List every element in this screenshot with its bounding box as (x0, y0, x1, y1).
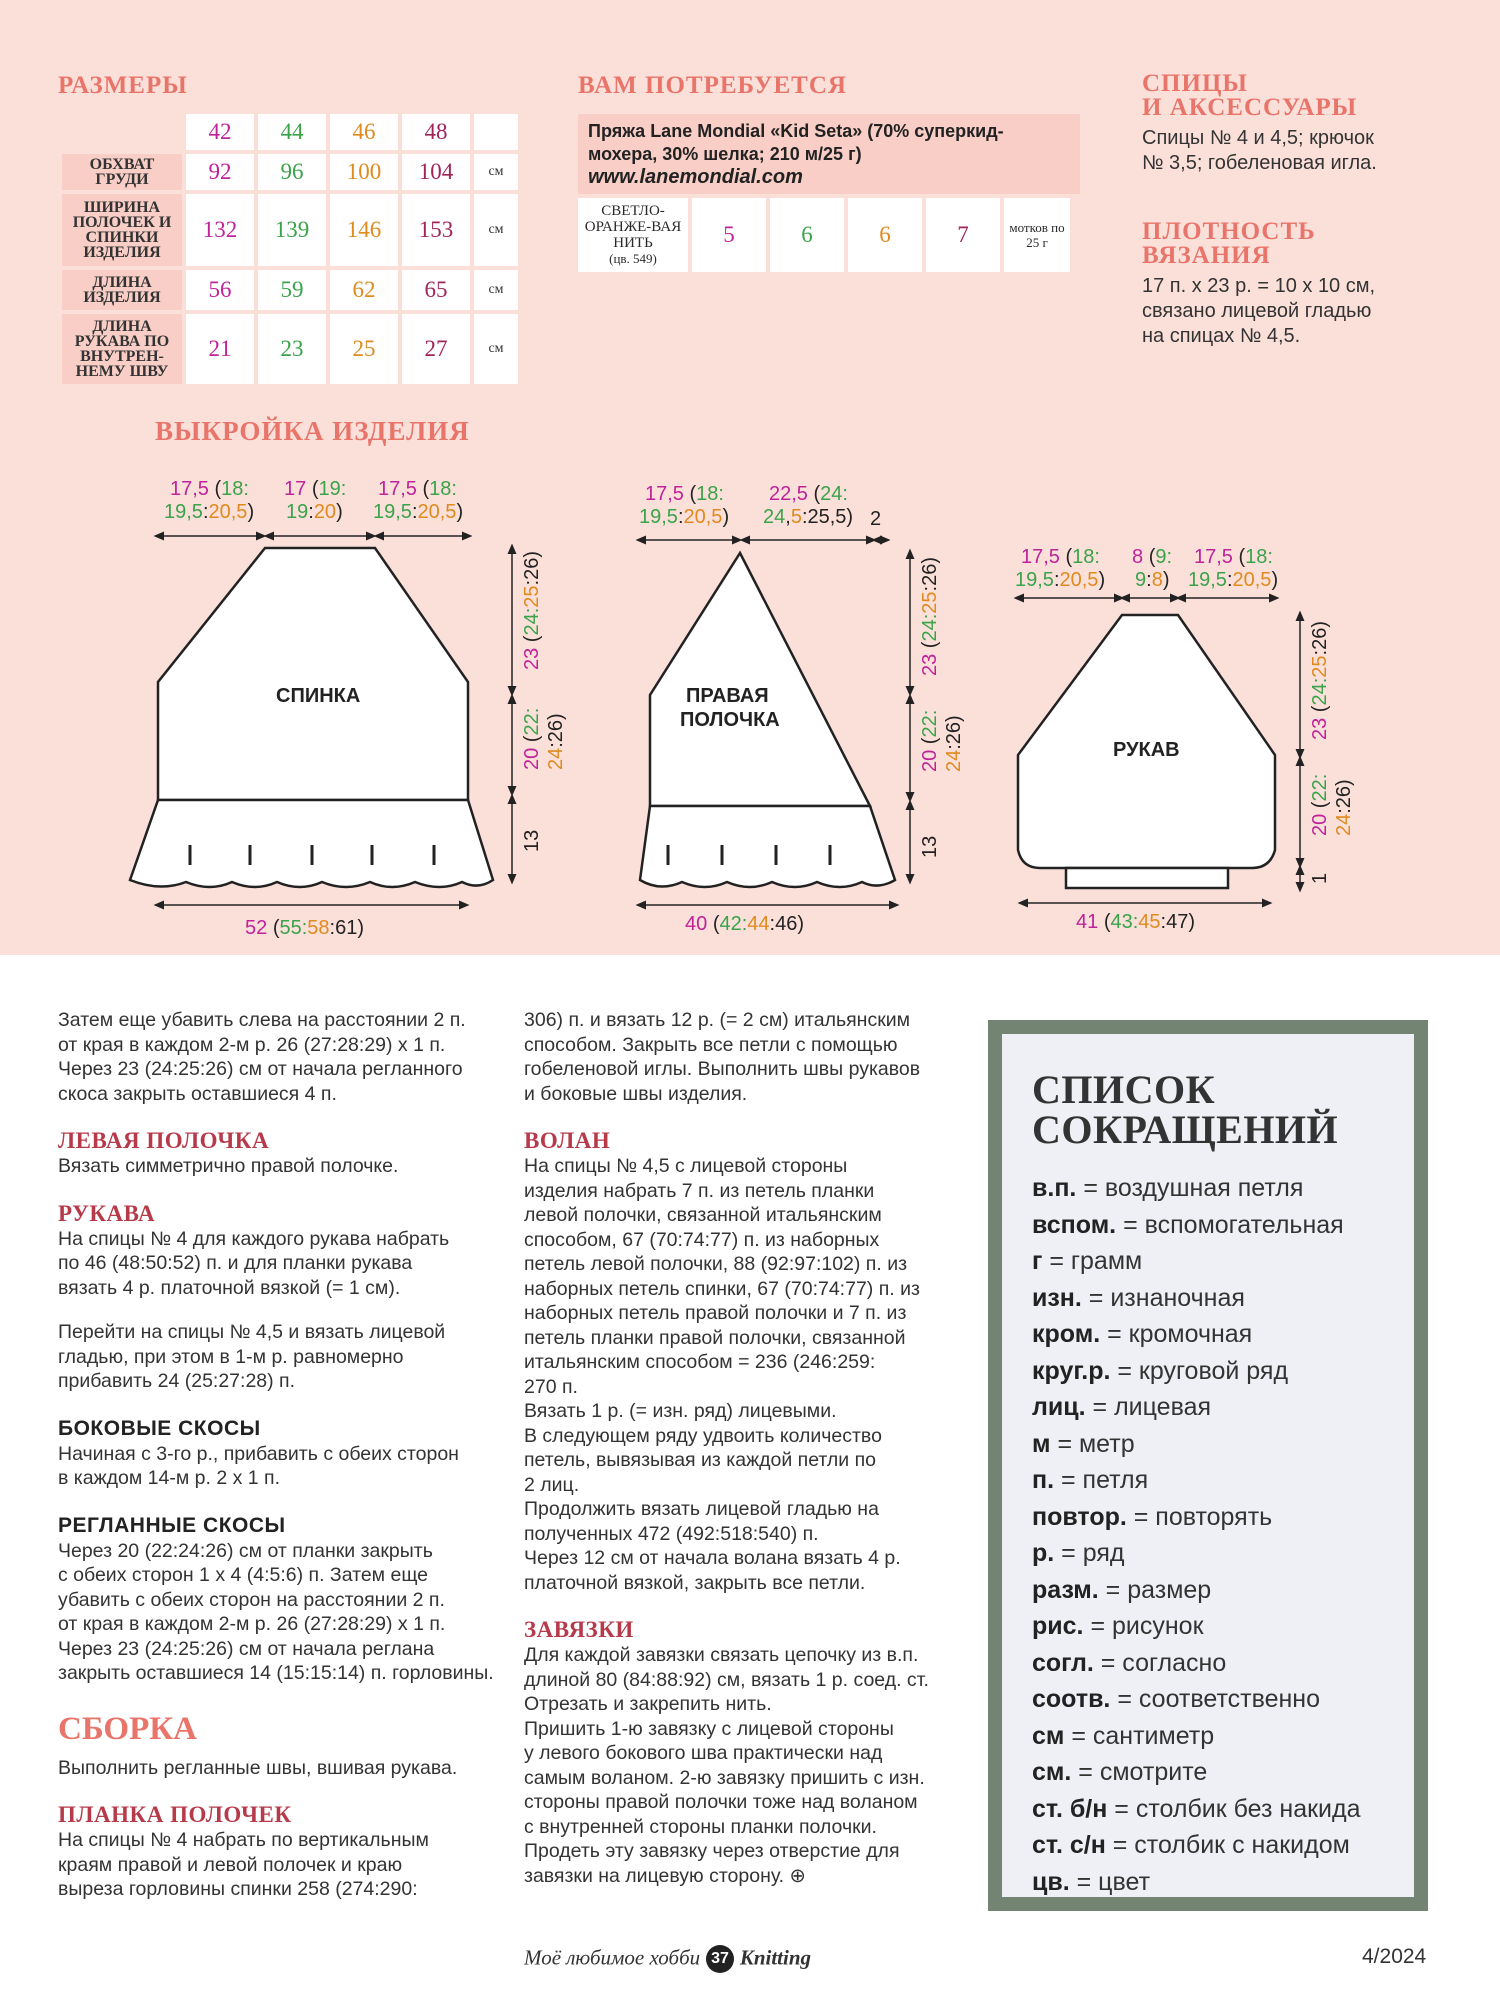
svg-text:9:8): 9:8) (1135, 569, 1170, 591)
abbr-item: г = грамм (1032, 1247, 1143, 1275)
text-column-2: 306) п. и вязать 12 р. (= 2 см) итальянским способом. Закрыть все петли с помощью гобеленовой иглы. Выполнить швы рукавов и боковые швы изделия. ВОЛАН На спицы № 4,5 с лицевой стороны изделия набрать 7 п. из петель планки левой полочки, связанной итальянским способом, 67 (70:74:77) п. из наборных петель левой полочки, 88 (92:97:102) п. из наборных петель спинки, 67 (70:74:77) п. из наборных петель правой полочки и 7 п. из петель планки правой полочки, связанной итальянским способом = 236 (246:259: 270 п. Вязать 1 р. (= изн. ряд) лицевыми. В следующем ряду удвоить количество петель, вывязывая из каждой петли по 2 лиц. Продолжить вязать лицевой гладью на полученных 472 (492:518:540) п. Через 12 см от начала волана вязать 4 р. платочной вязкой, закрыть все петли. ЗАВЯЗКИ Для каждой завязки связать цепочку из в.п. длиной 80 (84:88:92) см, вязать 1 р. соед. ст. Отрезать и закрепить нить. Пришить 1-ю завязку с лицевой стороны у левого бокового шва практически над самым воланом. 2-ю завязку пришить с изн. стороны правой полочки тоже над воланом с внутренней стороны планки полочки. Продеть эту завязку через отверстие для завязки на лицевую сторону. ⊕ (524, 1008, 974, 1888)
svg-text:40 (42:44:46): 40 (42:44:46) (685, 913, 805, 935)
svg-text:23 (24:25:26): 23 (24:25:26) (1309, 620, 1331, 740)
size-value: 56 (186, 270, 254, 310)
section-heading-large: СБОРКА (58, 1710, 198, 1747)
sizes-row (62, 154, 518, 190)
sleeve-vertical-dims (1309, 621, 1355, 884)
needles-title: СПИЦЫ И АКСЕССУАРЫ (1142, 70, 1358, 121)
front-vertical-dims (919, 557, 965, 858)
magazine-name: Моё любимое хобби (524, 1945, 701, 1970)
gauge-text: 17 п. х 23 р. = 10 х 10 см, связано лицевой гладью на спицах № 4,5. (1142, 275, 1376, 347)
abbr-item: разм. = размер (1032, 1575, 1212, 1604)
abbr-item: вспом. = вспомогательная (1032, 1210, 1344, 1239)
abbr-item: согл. = согласно (1032, 1648, 1227, 1677)
yarn-line: мохера, 30% шелка; 210 м/25 г) (588, 144, 862, 164)
svg-text:20 (22:: 20 (22: (919, 709, 941, 772)
size-unit: см (474, 154, 518, 190)
abbr-item: р. = ряд (1032, 1539, 1125, 1567)
svg-text:19,5:20,5): 19,5:20,5) (1188, 569, 1279, 591)
size-header: 48 (402, 114, 470, 150)
front-label: ПОЛОЧКА (680, 709, 780, 731)
yarn-amount: 6 (848, 198, 922, 272)
size-value: 21 (186, 314, 254, 384)
section-heading: БОКОВЫЕ СКОСЫ (58, 1416, 261, 1440)
svg-text:20 (22:: 20 (22: (1309, 773, 1331, 836)
size-unit: см (474, 194, 518, 266)
size-value: 146 (330, 194, 398, 266)
svg-text:19,5:20,5): 19,5:20,5) (373, 501, 464, 523)
size-unit: см (474, 314, 518, 384)
abbr-item: п. = петля (1032, 1466, 1149, 1494)
sizes-table (58, 110, 522, 388)
section-heading: ЗАВЯЗКИ (524, 1617, 634, 1642)
size-value: 65 (402, 270, 470, 310)
svg-text:20 (22:: 20 (22: (521, 707, 543, 770)
abbreviations-title: СПИСОК СОКРАЩЕНИЙ (1032, 1067, 1339, 1152)
size-header: 46 (330, 114, 398, 150)
sleeve-label: РУКАВ (1113, 739, 1180, 761)
size-value: 104 (402, 154, 470, 190)
size-value: 23 (258, 314, 326, 384)
abbr-item: круг.р. = круговой ряд (1032, 1356, 1289, 1385)
section-heading: ЛЕВАЯ ПОЛОЧКА (58, 1128, 270, 1153)
svg-text:52 (55:58:61): 52 (55:58:61) (245, 917, 365, 939)
sizes-row (62, 270, 518, 310)
svg-text:24:26): 24:26) (1333, 779, 1355, 836)
footer-magazine (524, 1945, 811, 1973)
size-value: 62 (330, 270, 398, 310)
abbr-item: рис. = рисунок (1032, 1612, 1204, 1640)
svg-text:24,5:25,5): 24,5:25,5) (763, 506, 854, 528)
text-column-1: Затем еще убавить слева на расстоянии 2 п. от края в каждом 2-м р. 26 (27:28:29) х 1 п. Через 23 (24:25:26) см от начала регланного скоса закрыть оставшиеся 4 п. ЛЕВАЯ ПОЛОЧКА Вязать симметрично правой полочке. РУКАВА На спицы № 4 для каждого рукава набрать по 46 (48:50:52) п. и для планки рукава вязать 4 р. платочной вязкой (= 1 см). Перейти на спицы № 4,5 и вязать лицевой гладью, при этом в 1-м р. равномерно прибавить 24 (25:27:28) п. БОКОВЫЕ СКОСЫ Начиная с 3-го р., прибавить с обеих сторон в каждом 14-м р. 2 х 1 п. РЕГЛАННЫЕ СКОСЫ Через 20 (22:24:26) см от планки закрыть с обеих сторон 1 х 4 (4:5:6) п. Затем еще убавить с обеих сторон на расстоянии 2 п. от края в каждом 2-м р. 26 (27:28:29) х 1 п. Через 23 (24:25:26) см от начала реглана закрыть оставшиеся 14 (15:15:14) п. горловины. СБОРКА Выполнить регланные швы, вшивая рукава. ПЛАНКА ПОЛОЧЕК На спицы № 4 набрать по вертикальным краям правой и левой полочек и краю выреза горловины спинки 258 (274:290: (58, 1008, 513, 1902)
svg-text:22,5 (24:: 22,5 (24: (769, 483, 848, 505)
yarn-color-code: (цв. 549) (609, 251, 657, 266)
abbr-item: кром. = кромочная (1032, 1320, 1253, 1348)
sizes-row (62, 314, 518, 384)
gauge-title: ПЛОТНОСТЬ ВЯЗАНИЯ (1142, 218, 1316, 269)
needles-text: Спицы № 4 и 4,5; крючок № 3,5; гобеленовая игла. (1142, 127, 1377, 174)
size-value: 132 (186, 194, 254, 266)
section-heading: РЕГЛАННЫЕ СКОСЫ (58, 1513, 286, 1537)
size-value: 153 (402, 194, 470, 266)
sizes-row-label: ДЛИНА ИЗДЕЛИЯ (62, 270, 182, 310)
size-value: 139 (258, 194, 326, 266)
svg-text:13: 13 (521, 829, 543, 852)
pattern-schematics (0, 440, 1500, 950)
abbr-item: ст. с/н = столбик с накидом (1032, 1831, 1350, 1859)
svg-text:23 (24:25:26): 23 (24:25:26) (521, 550, 543, 670)
pattern-title: ВЫКРОЙКА ИЗДЕЛИЯ (155, 416, 470, 446)
svg-text:2: 2 (870, 508, 882, 530)
size-value: 27 (402, 314, 470, 384)
section-heading: ВОЛАН (524, 1128, 611, 1153)
yarn-line: Пряжа Lane Mondial «Kid Seta» (70% суперкид- (588, 121, 1004, 141)
front-label: ПРАВАЯ (686, 685, 769, 707)
size-value: 25 (330, 314, 398, 384)
yarn-amount: 5 (692, 198, 766, 272)
svg-text:17 (19:: 17 (19: (284, 478, 347, 500)
abbr-item: м = метр (1032, 1429, 1135, 1458)
yarn-unit: мотков по 25 г (1004, 198, 1070, 272)
sizes-row-label: ОБХВАТ ГРУДИ (62, 154, 182, 190)
svg-text:1: 1 (1309, 872, 1331, 884)
sizes-row-label: ШИРИНА ПОЛОЧЕК И СПИНКИ ИЗДЕЛИЯ (62, 194, 182, 266)
yarn-color-label: СВЕТЛО-ОРАНЖЕ-ВАЯ НИТЬ (цв. 549) (578, 198, 688, 272)
yarn-amount: 6 (770, 198, 844, 272)
size-header: 44 (258, 114, 326, 150)
section-heading: ПЛАНКА ПОЛОЧЕК (58, 1802, 292, 1827)
page-number: 37 (706, 1945, 734, 1973)
svg-text:23 (24:25:26): 23 (24:25:26) (919, 556, 941, 676)
size-value: 96 (258, 154, 326, 190)
size-unit: см (474, 270, 518, 310)
abbr-item: соотв. = соответственно (1032, 1685, 1320, 1713)
yarn-amount: 7 (926, 198, 1000, 272)
svg-text:19,5:20,5): 19,5:20,5) (1015, 569, 1106, 591)
back-piece (130, 548, 493, 887)
abbr-item: повтор. = повторять (1032, 1502, 1273, 1531)
abbr-item: в.п. = воздушная петля (1032, 1174, 1304, 1202)
section-name: Knitting (739, 1945, 812, 1970)
sizes-title: РАЗМЕРЫ (58, 72, 188, 99)
abbreviations-box (988, 1020, 1428, 1911)
abbr-item: изн. = изнаночная (1032, 1283, 1245, 1312)
yarn-url: www.lanemondial.com (588, 166, 803, 188)
sizes-row (62, 194, 518, 266)
svg-text:19,5:20,5): 19,5:20,5) (639, 506, 730, 528)
size-value: 59 (258, 270, 326, 310)
size-header: 42 (186, 114, 254, 150)
abbr-item: цв. = цвет (1032, 1867, 1151, 1896)
section-heading: РУКАВА (58, 1200, 156, 1226)
abbr-item: лиц. = лицевая (1032, 1393, 1212, 1421)
svg-text:13: 13 (919, 835, 941, 858)
abbr-item: ст. б/н = столбик без накида (1032, 1794, 1361, 1823)
size-value: 92 (186, 154, 254, 190)
need-title: ВАМ ПОТРЕБУЕТСЯ (578, 72, 847, 99)
abbr-item: см = сантиметр (1032, 1721, 1215, 1750)
svg-text:24:26): 24:26) (545, 713, 567, 770)
back-vertical-dims (521, 551, 567, 852)
svg-text:24:26): 24:26) (943, 715, 965, 772)
svg-text:17,5 (18:: 17,5 (18: (1021, 546, 1100, 568)
back-label: СПИНКА (276, 685, 361, 707)
svg-text:17,5 (18:: 17,5 (18: (170, 478, 249, 500)
sizes-header-row (62, 114, 518, 150)
svg-text:17,5 (18:: 17,5 (18: (1194, 546, 1273, 568)
svg-text:17,5 (18:: 17,5 (18: (645, 483, 724, 505)
svg-text:41 (43:45:47): 41 (43:45:47) (1076, 911, 1196, 933)
svg-text:19:20): 19:20) (286, 501, 343, 523)
yarn-amount-row (578, 198, 1070, 272)
svg-text:8 (9:: 8 (9: (1132, 546, 1173, 568)
sizes-row-label: ДЛИНА РУКАВА ПО ВНУТРЕН-НЕМУ ШВУ (62, 314, 182, 384)
size-value: 100 (330, 154, 398, 190)
yarn-info (578, 114, 1080, 194)
svg-text:17,5 (18:: 17,5 (18: (378, 478, 457, 500)
abbr-item: см. = смотрите (1032, 1758, 1208, 1786)
svg-text:19,5:20,5): 19,5:20,5) (164, 501, 255, 523)
issue-number: 4/2024 (1362, 1945, 1427, 1968)
